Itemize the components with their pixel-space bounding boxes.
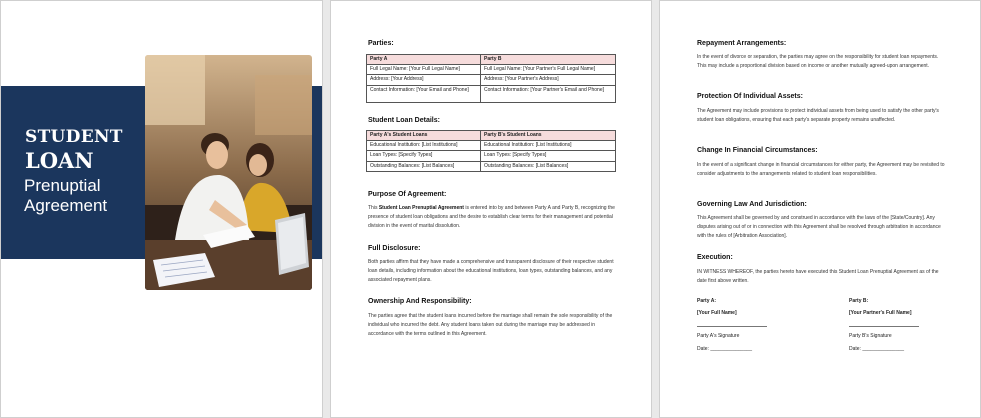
table-header-row [367,55,616,65]
party-b-signature-label: Party B's Signature [849,333,892,339]
table-cell: Outstanding Balances: [List Balances] [481,161,616,172]
party-b-label: Party B: [849,298,869,304]
table-row [367,75,616,86]
purpose-text [368,204,616,230]
table-cell: Full Legal Name: [Your Partner's Full Legal Name] [481,64,616,75]
table-cell: Contact Information: [Your Email and Phone] [367,85,481,102]
page-two [330,0,652,418]
disclosure-text: Both parties affirm that they have made a comprehensive and transparent disclosure of their respective student loan details, including information about the educational institutions, loan types, outstanding balances, and any associated repayment plans. [368,259,614,283]
party-b-name: [Your Partner's Full Name] [849,310,912,316]
party-a-signature-label: Party A's Signature [697,333,740,339]
party-b-date: Date: _______________ [849,346,905,352]
cover-title-line2: LOAN [25,148,94,173]
party-b-signature-line [849,326,919,327]
change-text: In the event of a significant change in financial circumstances for either party, the Agreement may be revisited to consider adjustments to the arrangements related to student loan responsibilities. [697,162,945,177]
purpose-text-post: is entered into by and between Party A and Party B, recognizing the presence of student loan obligations and the desire to establish clear terms for their management and potential division in the event of marital dissolution. [368,205,615,229]
party-a-name: [Your Full Name] [697,310,737,316]
page-three [659,0,981,418]
ownership-heading: Ownership And Responsibility: [368,298,472,305]
table-cell: Full Legal Name: [Your Full Legal Name] [367,64,481,75]
parties-table [366,54,616,103]
loan-details-heading: Student Loan Details: [368,117,440,124]
purpose-text-pre: This [368,205,379,211]
change-heading: Change In Financial Circumstances: [697,147,818,154]
loan-details-table [366,130,616,172]
table-header-cell: Party A [367,55,481,65]
execution-text: IN WITNESS WHEREOF, the parties hereto have executed this Student Loan Prenuptial Agreement as of the date first above written. [697,269,939,284]
protection-text: The Agreement may include provisions to protect individual assets from being used to satisfy the other party's student loan obligations, ensuring that each party's separate property remains unaffected. [697,108,939,123]
table-row [367,64,616,75]
table-cell: Loan Types: [Specify Types] [481,151,616,162]
table-row [367,151,616,162]
repayment-heading: Repayment Arrangements: [697,40,787,47]
table-cell: Address: [Your Partner's Address] [481,75,616,86]
table-cell: Educational Institution: [List Institutions] [367,140,481,151]
table-header-row [367,131,616,141]
purpose-text-bold: Student Loan Prenuptial Agreement [378,205,464,211]
table-cell: Educational Institution: [List Institutions] [481,140,616,151]
table-row [367,161,616,172]
governing-heading: Governing Law And Jurisdiction: [697,201,807,208]
table-header-cell: Party B's Student Loans [481,131,616,141]
table-cell: Contact Information: [Your Partner's Email and Phone] [481,85,616,102]
table-header-cell: Party B [481,55,616,65]
repayment-text: In the event of divorce or separation, the parties may agree on the responsibility for student loan repayments. This may include a proportional division based on income or another mutually agreed-upon arrangement. [697,54,939,69]
governing-text: This Agreement shall be governed by and construed in accordance with the laws of the [State/Country]. Any disputes arising out of or in connection with this Agreement shall be resolved through arbitration in accordance with the rules of [Arbitration Association]. [697,215,941,239]
table-header-cell: Party A's Student Loans [367,131,481,141]
ownership-text: The parties agree that the student loans incurred before the marriage shall remain the sole responsibility of the individual who incurred the debt. Any student loans taken out during the marriage may be addressed in accordance with the terms outlined in this Agreement. [368,313,613,337]
table-cell: Address: [Your Address] [367,75,481,86]
cover-photo [145,55,312,290]
party-a-date: Date: _______________ [697,346,753,352]
table-cell: Loan Types: [Specify Types] [367,151,481,162]
party-a-label: Party A: [697,298,716,304]
disclosure-heading: Full Disclosure: [368,245,421,252]
cover-subtitle: Prenuptial Agreement [24,176,108,215]
parties-heading: Parties: [368,40,394,47]
execution-heading: Execution: [697,254,733,261]
couple-photo-illustration [145,55,312,290]
cover-title-line1: STUDENT [25,127,123,147]
protection-heading: Protection Of Individual Assets: [697,93,803,100]
cover-page [0,0,323,418]
table-cell: Outstanding Balances: [List Balances] [367,161,481,172]
table-row [367,85,616,102]
purpose-heading: Purpose Of Agreement: [368,191,447,198]
table-row [367,140,616,151]
party-a-signature-line [697,326,767,327]
